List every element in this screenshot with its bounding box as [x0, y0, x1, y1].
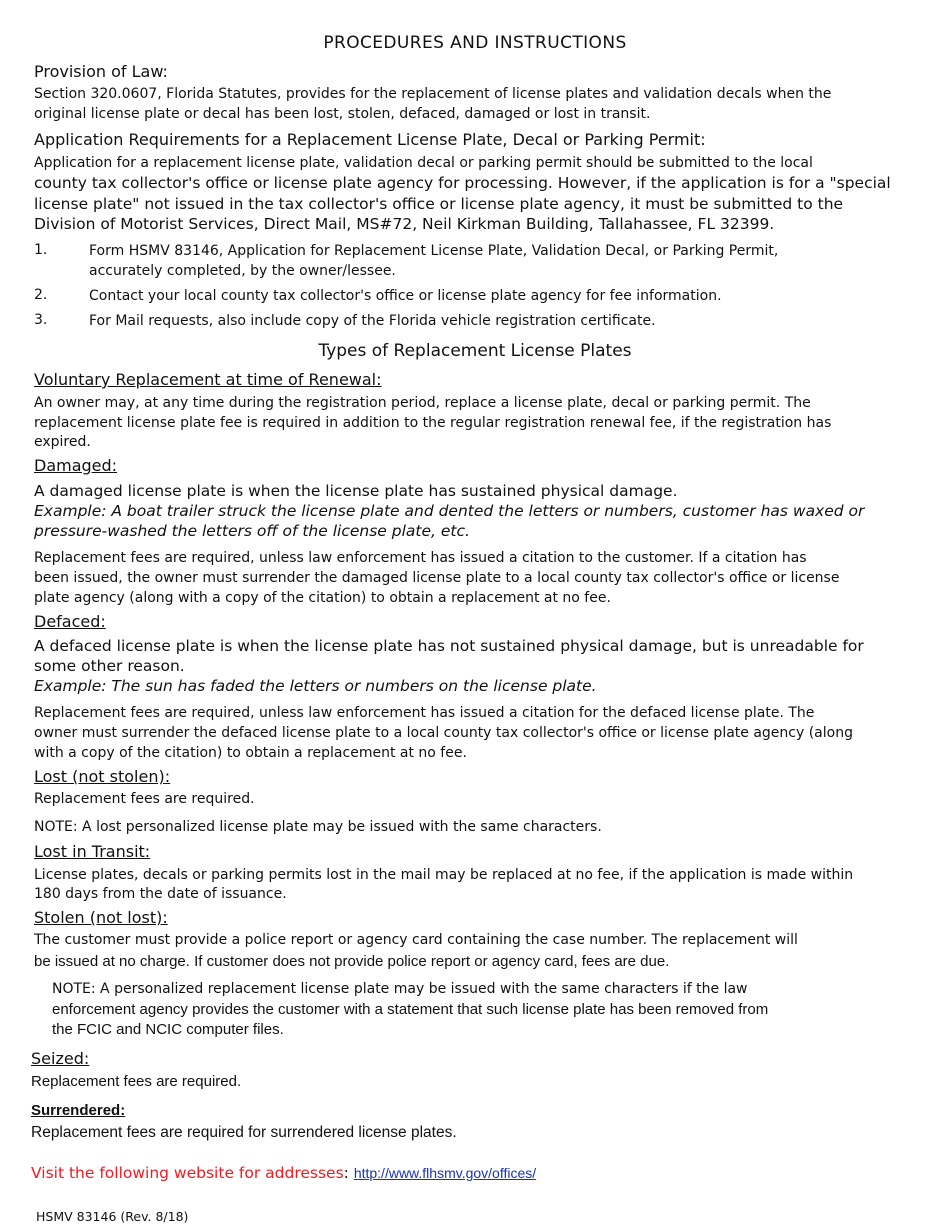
defaced-example: Example: The sun has faded the letters or numbers on the license plate.	[34, 677, 597, 695]
provision-line-2: original license plate or decal has been lost, stolen, defaced, damaged or lost in transit.	[34, 106, 651, 122]
damaged-definition: A damaged license plate is when the license plate has sustained physical damage.	[34, 482, 678, 500]
defaced-definition-1: A defaced license plate is when the license plate has not sustained physical damage, but is unreadable for	[34, 637, 864, 655]
lost-heading: Lost (not stolen):	[34, 767, 171, 786]
transit-line-1: License plates, decals or parking permits lost in the mail may be replaced at no fee, if the application is made within	[34, 867, 854, 883]
surrendered-heading: Surrendered:	[31, 1102, 126, 1119]
damaged-example-2: pressure-washed the letters off of the license plate, etc.	[34, 522, 470, 540]
defaced-fee-2: owner must surrender the defaced license plate to a local county tax collector's office or license plate agency (along	[34, 725, 853, 741]
defaced-definition-2: some other reason.	[34, 657, 185, 675]
step-number: 2.	[34, 287, 48, 303]
lost-text: Replacement fees are required.	[34, 791, 255, 807]
defaced-fee-3: with a copy of the citation) to obtain a replacement at no fee.	[34, 745, 467, 761]
types-heading: Types of Replacement License Plates	[318, 341, 632, 361]
form-number: HSMV 83146 (Rev. 8/18)	[36, 1209, 189, 1224]
stolen-note-3: the FCIC and NCIC computer files.	[52, 1021, 284, 1038]
damaged-fee-1: Replacement fees are required, unless law enforcement has issued a citation to the customer. If a citation has	[34, 550, 807, 566]
offices-link[interactable]: http://www.flhsmv.gov/offices/	[353, 1165, 537, 1181]
damaged-example-1: Example: A boat trailer struck the license plate and dented the letters or numbers, customer has waxed or	[34, 502, 865, 520]
stolen-note-2: enforcement agency provides the customer with a statement that such license plate has been removed from	[52, 1001, 769, 1018]
damaged-heading: Damaged:	[34, 456, 118, 475]
lost-note: NOTE: A lost personalized license plate may be issued with the same characters.	[34, 819, 602, 835]
defaced-fee-1: Replacement fees are required, unless law enforcement has issued a citation for the defaced license plate. The	[34, 705, 815, 721]
website-line	[31, 1164, 536, 1182]
surrendered-text: Replacement fees are required for surrendered license plates.	[31, 1124, 457, 1141]
stolen-line-1: The customer must provide a police report or agency card containing the case number. The replacement will	[34, 932, 798, 948]
page-title: PROCEDURES AND INSTRUCTIONS	[323, 33, 627, 53]
step-text: accurately completed, by the owner/lessee.	[89, 263, 396, 279]
stolen-note-1: NOTE: A personalized replacement license plate may be issued with the same characters if the law	[52, 981, 748, 997]
step-text: Form HSMV 83146, Application for Replacement License Plate, Validation Decal, or Parking Permit,	[89, 243, 779, 259]
transit-heading: Lost in Transit:	[34, 842, 151, 861]
provision-line-1: Section 320.0607, Florida Statutes, provides for the replacement of license plates and validation decals when the	[34, 86, 832, 102]
step-number: 3.	[34, 312, 48, 328]
step-text: For Mail requests, also include copy of the Florida vehicle registration certificate.	[89, 313, 656, 329]
defaced-heading: Defaced:	[34, 612, 106, 631]
application-heading: Application Requirements for a Replacement License Plate, Decal or Parking Permit:	[34, 130, 706, 149]
application-line-4: Division of Motorist Services, Direct Mail, MS#72, Neil Kirkman Building, Tallahassee, FL 32399.	[34, 215, 775, 233]
voluntary-line-1: An owner may, at any time during the registration period, replace a license plate, decal or parking permit. The	[34, 395, 811, 411]
voluntary-heading: Voluntary Replacement at time of Renewal:	[34, 370, 382, 389]
step-number: 1.	[34, 242, 48, 258]
transit-line-2: 180 days from the date of issuance.	[34, 886, 287, 902]
voluntary-line-2: replacement license plate fee is required in addition to the regular registration renewal fee, if the registration has	[34, 415, 832, 431]
damaged-fee-2: been issued, the owner must surrender the damaged license plate to a local county tax collector's office or license	[34, 570, 840, 586]
damaged-fee-3: plate agency (along with a copy of the citation) to obtain a replacement at no fee.	[34, 590, 611, 606]
seized-text: Replacement fees are required.	[31, 1073, 242, 1090]
stolen-heading: Stolen (not lost):	[34, 908, 168, 927]
website-prefix: Visit the following website for addresses	[31, 1164, 344, 1182]
seized-heading: Seized:	[31, 1049, 90, 1068]
stolen-line-2: be issued at no charge. If customer does not provide police report or agency card, fees are due.	[34, 953, 670, 970]
provision-heading: Provision of Law:	[34, 62, 168, 81]
application-line-1: Application for a replacement license plate, validation decal or parking permit should be submitted to the local	[34, 155, 813, 171]
application-line-3: license plate" not issued in the tax collector's office or license plate agency, it must be submitted to the	[34, 195, 844, 213]
voluntary-line-3: expired.	[34, 434, 91, 450]
application-line-2: county tax collector's office or license plate agency for processing. However, if the application is for a "special	[34, 174, 891, 192]
step-text: Contact your local county tax collector's office or license plate agency for fee information.	[89, 288, 722, 304]
website-colon: :	[343, 1164, 354, 1182]
